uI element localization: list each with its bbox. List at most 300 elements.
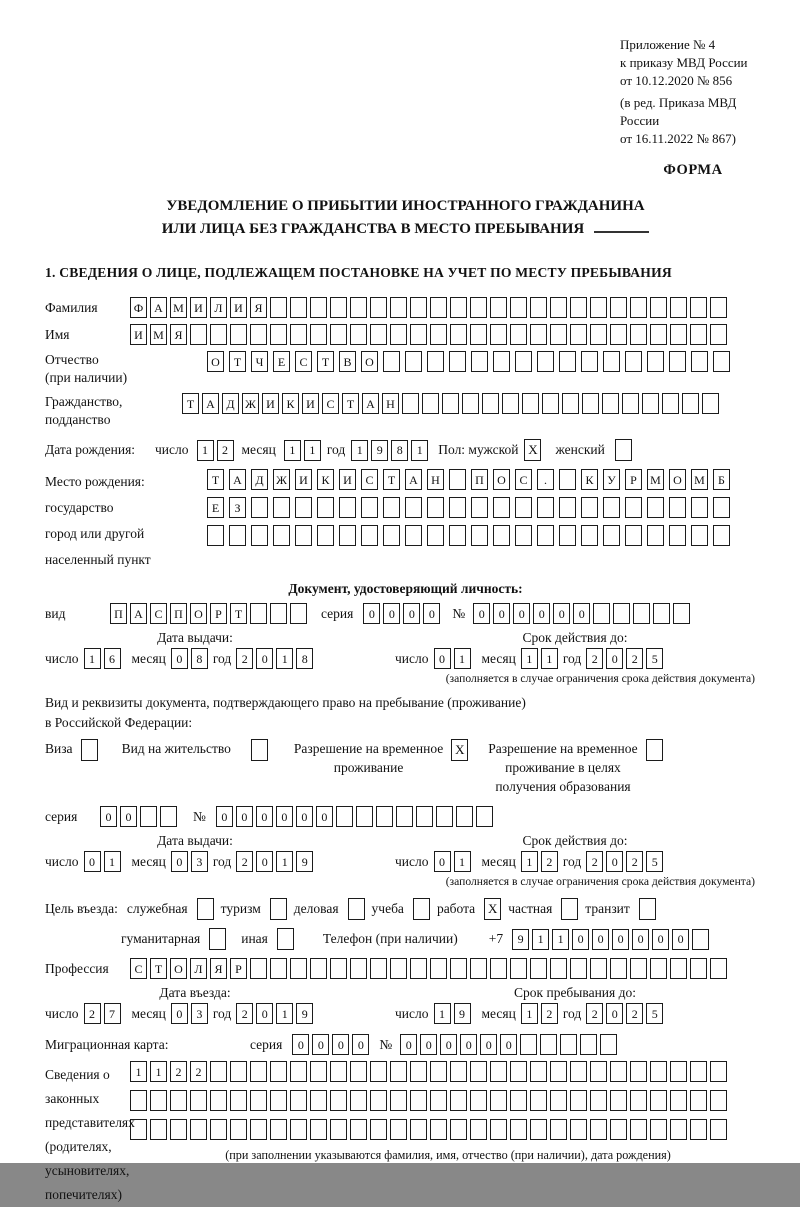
char-box[interactable] xyxy=(370,1119,387,1140)
char-box[interactable]: И xyxy=(339,469,356,490)
char-box[interactable]: 0 xyxy=(256,648,273,669)
char-box[interactable] xyxy=(330,1090,347,1111)
char-box[interactable]: 2 xyxy=(626,648,643,669)
char-box[interactable] xyxy=(690,1090,707,1111)
char-box[interactable]: Н xyxy=(427,469,444,490)
char-box[interactable] xyxy=(490,958,507,979)
char-box[interactable]: Т xyxy=(342,393,359,414)
char-box[interactable] xyxy=(383,351,400,372)
char-box[interactable] xyxy=(691,497,708,518)
char-box[interactable] xyxy=(630,1119,647,1140)
char-box[interactable]: 0 xyxy=(606,648,623,669)
char-box[interactable] xyxy=(450,324,467,345)
char-box[interactable] xyxy=(713,351,730,372)
char-box[interactable]: 0 xyxy=(363,603,380,624)
char-box[interactable] xyxy=(430,1061,447,1082)
char-box[interactable] xyxy=(330,1061,347,1082)
char-box[interactable] xyxy=(383,525,400,546)
char-box[interactable]: 6 xyxy=(104,648,121,669)
char-box[interactable]: У xyxy=(603,469,620,490)
char-box[interactable] xyxy=(490,1119,507,1140)
char-box[interactable] xyxy=(581,351,598,372)
char-box[interactable]: 0 xyxy=(606,1003,623,1024)
char-box[interactable]: М xyxy=(170,297,187,318)
char-box[interactable] xyxy=(383,497,400,518)
char-box[interactable] xyxy=(482,393,499,414)
char-box[interactable]: Т xyxy=(317,351,334,372)
char-box[interactable] xyxy=(670,324,687,345)
char-box[interactable] xyxy=(290,297,307,318)
char-box[interactable] xyxy=(450,297,467,318)
char-box[interactable]: 5 xyxy=(646,1003,663,1024)
char-box[interactable] xyxy=(361,497,378,518)
char-box[interactable]: Л xyxy=(210,297,227,318)
char-box[interactable] xyxy=(396,806,413,827)
temp-residence-education-checkbox[interactable] xyxy=(646,739,663,761)
char-box[interactable] xyxy=(470,1090,487,1111)
char-box[interactable]: О xyxy=(190,603,207,624)
char-box[interactable]: Е xyxy=(207,497,224,518)
char-box[interactable]: С xyxy=(295,351,312,372)
char-box[interactable]: 1 xyxy=(276,1003,293,1024)
char-box[interactable]: 2 xyxy=(190,1061,207,1082)
char-box[interactable] xyxy=(250,1090,267,1111)
char-box[interactable] xyxy=(669,497,686,518)
residence-permit-checkbox[interactable] xyxy=(251,739,268,761)
char-box[interactable] xyxy=(430,324,447,345)
char-box[interactable] xyxy=(405,497,422,518)
char-box[interactable] xyxy=(416,806,433,827)
char-box[interactable] xyxy=(310,324,327,345)
char-box[interactable]: О xyxy=(669,469,686,490)
char-box[interactable]: М xyxy=(691,469,708,490)
char-box[interactable]: О xyxy=(170,958,187,979)
char-box[interactable] xyxy=(410,297,427,318)
char-box[interactable] xyxy=(427,351,444,372)
char-box[interactable] xyxy=(410,1119,427,1140)
char-box[interactable] xyxy=(610,324,627,345)
char-box[interactable]: 0 xyxy=(383,603,400,624)
char-box[interactable]: 0 xyxy=(236,806,253,827)
char-box[interactable] xyxy=(361,525,378,546)
char-box[interactable] xyxy=(270,603,287,624)
char-box[interactable]: 2 xyxy=(217,440,234,461)
char-box[interactable] xyxy=(691,351,708,372)
char-box[interactable] xyxy=(339,525,356,546)
char-box[interactable] xyxy=(590,324,607,345)
char-box[interactable] xyxy=(537,497,554,518)
char-box[interactable] xyxy=(370,1090,387,1111)
char-box[interactable] xyxy=(449,525,466,546)
char-box[interactable] xyxy=(642,393,659,414)
char-box[interactable]: 9 xyxy=(512,929,529,950)
char-box[interactable] xyxy=(290,324,307,345)
char-box[interactable] xyxy=(310,1061,327,1082)
char-box[interactable] xyxy=(330,324,347,345)
char-box[interactable] xyxy=(402,393,419,414)
char-box[interactable] xyxy=(570,1119,587,1140)
char-box[interactable]: 1 xyxy=(411,440,428,461)
char-box[interactable] xyxy=(647,497,664,518)
char-box[interactable]: 2 xyxy=(626,1003,643,1024)
temp-residence-checkbox[interactable]: X xyxy=(451,739,468,761)
char-box[interactable]: С xyxy=(515,469,532,490)
char-box[interactable] xyxy=(570,297,587,318)
char-box[interactable] xyxy=(390,1119,407,1140)
char-box[interactable] xyxy=(692,929,709,950)
char-box[interactable]: 1 xyxy=(434,1003,451,1024)
char-box[interactable] xyxy=(427,497,444,518)
char-box[interactable]: 2 xyxy=(236,648,253,669)
char-box[interactable]: 2 xyxy=(586,1003,603,1024)
char-box[interactable] xyxy=(669,525,686,546)
char-box[interactable]: Ф xyxy=(130,297,147,318)
char-box[interactable] xyxy=(530,324,547,345)
char-box[interactable]: 0 xyxy=(493,603,510,624)
char-box[interactable]: О xyxy=(207,351,224,372)
char-box[interactable] xyxy=(670,1061,687,1082)
char-box[interactable]: 1 xyxy=(541,648,558,669)
char-box[interactable] xyxy=(690,958,707,979)
char-box[interactable] xyxy=(530,1119,547,1140)
visa-checkbox[interactable] xyxy=(81,739,98,761)
char-box[interactable]: 3 xyxy=(191,851,208,872)
char-box[interactable] xyxy=(670,1119,687,1140)
char-box[interactable]: 1 xyxy=(150,1061,167,1082)
male-checkbox[interactable]: X xyxy=(524,439,541,461)
char-box[interactable] xyxy=(610,1119,627,1140)
char-box[interactable] xyxy=(560,1034,577,1055)
purpose-official-checkbox[interactable] xyxy=(197,898,214,920)
char-box[interactable]: 0 xyxy=(420,1034,437,1055)
char-box[interactable]: Д xyxy=(222,393,239,414)
char-box[interactable] xyxy=(449,351,466,372)
char-box[interactable] xyxy=(207,525,224,546)
char-box[interactable] xyxy=(422,393,439,414)
char-box[interactable] xyxy=(471,525,488,546)
char-box[interactable] xyxy=(410,1061,427,1082)
char-box[interactable] xyxy=(515,525,532,546)
char-box[interactable] xyxy=(350,1090,367,1111)
char-box[interactable] xyxy=(650,1119,667,1140)
char-box[interactable] xyxy=(310,1090,327,1111)
char-box[interactable]: Я xyxy=(210,958,227,979)
char-box[interactable]: Р xyxy=(210,603,227,624)
char-box[interactable]: 8 xyxy=(391,440,408,461)
char-box[interactable] xyxy=(570,1090,587,1111)
char-box[interactable]: 0 xyxy=(171,1003,188,1024)
char-box[interactable] xyxy=(390,1090,407,1111)
char-box[interactable]: 0 xyxy=(171,648,188,669)
char-box[interactable] xyxy=(510,1119,527,1140)
char-box[interactable] xyxy=(530,1061,547,1082)
char-box[interactable] xyxy=(250,958,267,979)
char-box[interactable] xyxy=(625,351,642,372)
char-box[interactable] xyxy=(330,958,347,979)
char-box[interactable] xyxy=(673,603,690,624)
char-box[interactable] xyxy=(310,958,327,979)
char-box[interactable] xyxy=(490,1090,507,1111)
char-box[interactable] xyxy=(550,297,567,318)
char-box[interactable]: К xyxy=(581,469,598,490)
char-box[interactable] xyxy=(210,1119,227,1140)
char-box[interactable]: 0 xyxy=(316,806,333,827)
char-box[interactable] xyxy=(436,806,453,827)
char-box[interactable] xyxy=(650,958,667,979)
char-box[interactable] xyxy=(530,297,547,318)
char-box[interactable]: 0 xyxy=(216,806,233,827)
char-box[interactable]: Т xyxy=(230,603,247,624)
char-box[interactable] xyxy=(610,1061,627,1082)
char-box[interactable]: 8 xyxy=(296,648,313,669)
char-box[interactable]: А xyxy=(150,297,167,318)
char-box[interactable]: С xyxy=(130,958,147,979)
char-box[interactable] xyxy=(442,393,459,414)
char-box[interactable] xyxy=(290,958,307,979)
char-box[interactable] xyxy=(603,351,620,372)
char-box[interactable] xyxy=(522,393,539,414)
char-box[interactable] xyxy=(370,324,387,345)
char-box[interactable]: 1 xyxy=(284,440,301,461)
purpose-other-checkbox[interactable] xyxy=(277,928,294,950)
purpose-transit-checkbox[interactable] xyxy=(639,898,656,920)
char-box[interactable] xyxy=(713,525,730,546)
char-box[interactable] xyxy=(270,324,287,345)
char-box[interactable]: 1 xyxy=(130,1061,147,1082)
purpose-tourism-checkbox[interactable] xyxy=(270,898,287,920)
char-box[interactable] xyxy=(633,603,650,624)
char-box[interactable] xyxy=(490,297,507,318)
char-box[interactable] xyxy=(450,1061,467,1082)
char-box[interactable] xyxy=(250,324,267,345)
char-box[interactable] xyxy=(270,1090,287,1111)
char-box[interactable] xyxy=(550,324,567,345)
char-box[interactable] xyxy=(647,351,664,372)
char-box[interactable] xyxy=(330,1119,347,1140)
char-box[interactable] xyxy=(510,297,527,318)
char-box[interactable] xyxy=(410,958,427,979)
char-box[interactable]: 0 xyxy=(460,1034,477,1055)
char-box[interactable] xyxy=(559,497,576,518)
char-box[interactable] xyxy=(427,525,444,546)
char-box[interactable] xyxy=(470,1119,487,1140)
char-box[interactable]: 0 xyxy=(572,929,589,950)
char-box[interactable] xyxy=(270,958,287,979)
char-box[interactable] xyxy=(230,324,247,345)
char-box[interactable] xyxy=(702,393,719,414)
char-box[interactable] xyxy=(550,1090,567,1111)
char-box[interactable] xyxy=(520,1034,537,1055)
char-box[interactable]: 0 xyxy=(256,806,273,827)
char-box[interactable] xyxy=(562,393,579,414)
char-box[interactable]: 0 xyxy=(434,648,451,669)
char-box[interactable] xyxy=(682,393,699,414)
char-box[interactable] xyxy=(653,603,670,624)
char-box[interactable] xyxy=(559,469,576,490)
char-box[interactable] xyxy=(390,1061,407,1082)
char-box[interactable]: 0 xyxy=(434,851,451,872)
char-box[interactable]: 0 xyxy=(332,1034,349,1055)
char-box[interactable] xyxy=(390,958,407,979)
char-box[interactable] xyxy=(559,525,576,546)
char-box[interactable] xyxy=(537,351,554,372)
char-box[interactable]: 0 xyxy=(403,603,420,624)
char-box[interactable]: Е xyxy=(273,351,290,372)
char-box[interactable]: 2 xyxy=(84,1003,101,1024)
char-box[interactable]: 1 xyxy=(276,648,293,669)
char-box[interactable]: С xyxy=(361,469,378,490)
char-box[interactable]: П xyxy=(170,603,187,624)
char-box[interactable] xyxy=(430,1119,447,1140)
char-box[interactable] xyxy=(670,297,687,318)
purpose-private-checkbox[interactable] xyxy=(561,898,578,920)
char-box[interactable] xyxy=(691,525,708,546)
char-box[interactable] xyxy=(230,1119,247,1140)
char-box[interactable] xyxy=(710,958,727,979)
char-box[interactable]: Р xyxy=(625,469,642,490)
char-box[interactable] xyxy=(370,297,387,318)
char-box[interactable] xyxy=(310,297,327,318)
char-box[interactable]: 0 xyxy=(632,929,649,950)
char-box[interactable]: А xyxy=(130,603,147,624)
char-box[interactable] xyxy=(690,297,707,318)
char-box[interactable]: И xyxy=(302,393,319,414)
char-box[interactable] xyxy=(502,393,519,414)
char-box[interactable] xyxy=(710,1061,727,1082)
char-box[interactable] xyxy=(350,1119,367,1140)
char-box[interactable] xyxy=(690,1061,707,1082)
char-box[interactable]: Т xyxy=(207,469,224,490)
char-box[interactable] xyxy=(690,324,707,345)
char-box[interactable]: А xyxy=(405,469,422,490)
char-box[interactable] xyxy=(170,1090,187,1111)
char-box[interactable]: О xyxy=(493,469,510,490)
char-box[interactable] xyxy=(290,1090,307,1111)
char-box[interactable]: 0 xyxy=(592,929,609,950)
char-box[interactable]: 0 xyxy=(171,851,188,872)
char-box[interactable] xyxy=(710,1090,727,1111)
char-box[interactable] xyxy=(405,525,422,546)
char-box[interactable] xyxy=(550,1119,567,1140)
char-box[interactable]: 9 xyxy=(296,851,313,872)
char-box[interactable] xyxy=(580,1034,597,1055)
char-box[interactable]: 1 xyxy=(197,440,214,461)
char-box[interactable]: 0 xyxy=(352,1034,369,1055)
char-box[interactable] xyxy=(530,958,547,979)
char-box[interactable] xyxy=(650,1061,667,1082)
char-box[interactable] xyxy=(510,324,527,345)
char-box[interactable]: 0 xyxy=(473,603,490,624)
char-box[interactable]: М xyxy=(647,469,664,490)
char-box[interactable] xyxy=(590,1061,607,1082)
char-box[interactable] xyxy=(515,351,532,372)
char-box[interactable]: 1 xyxy=(552,929,569,950)
char-box[interactable]: П xyxy=(471,469,488,490)
char-box[interactable] xyxy=(710,324,727,345)
char-box[interactable]: 0 xyxy=(312,1034,329,1055)
char-box[interactable]: 0 xyxy=(440,1034,457,1055)
char-box[interactable] xyxy=(600,1034,617,1055)
char-box[interactable]: С xyxy=(322,393,339,414)
char-box[interactable] xyxy=(670,1090,687,1111)
char-box[interactable]: 0 xyxy=(513,603,530,624)
char-box[interactable] xyxy=(610,958,627,979)
char-box[interactable]: 1 xyxy=(276,851,293,872)
char-box[interactable] xyxy=(370,958,387,979)
char-box[interactable] xyxy=(625,525,642,546)
char-box[interactable] xyxy=(210,1061,227,1082)
char-box[interactable] xyxy=(630,1061,647,1082)
char-box[interactable] xyxy=(290,1119,307,1140)
char-box[interactable] xyxy=(570,1061,587,1082)
char-box[interactable] xyxy=(530,1090,547,1111)
char-box[interactable] xyxy=(450,958,467,979)
purpose-study-checkbox[interactable] xyxy=(413,898,430,920)
char-box[interactable] xyxy=(250,603,267,624)
char-box[interactable] xyxy=(270,1119,287,1140)
char-box[interactable]: Н xyxy=(382,393,399,414)
char-box[interactable]: 1 xyxy=(521,1003,538,1024)
char-box[interactable] xyxy=(230,1061,247,1082)
char-box[interactable] xyxy=(493,351,510,372)
char-box[interactable] xyxy=(470,1061,487,1082)
char-box[interactable] xyxy=(490,324,507,345)
char-box[interactable]: Т xyxy=(150,958,167,979)
char-box[interactable] xyxy=(476,806,493,827)
char-box[interactable] xyxy=(630,1090,647,1111)
char-box[interactable]: 0 xyxy=(573,603,590,624)
char-box[interactable]: 0 xyxy=(612,929,629,950)
char-box[interactable] xyxy=(330,297,347,318)
char-box[interactable] xyxy=(593,603,610,624)
char-box[interactable] xyxy=(376,806,393,827)
char-box[interactable] xyxy=(669,351,686,372)
char-box[interactable] xyxy=(270,1061,287,1082)
char-box[interactable] xyxy=(350,1061,367,1082)
char-box[interactable] xyxy=(542,393,559,414)
char-box[interactable]: 0 xyxy=(533,603,550,624)
char-box[interactable] xyxy=(471,351,488,372)
char-box[interactable]: 0 xyxy=(84,851,101,872)
char-box[interactable]: 9 xyxy=(454,1003,471,1024)
char-box[interactable] xyxy=(650,324,667,345)
char-box[interactable] xyxy=(570,324,587,345)
char-box[interactable] xyxy=(190,1119,207,1140)
char-box[interactable]: 1 xyxy=(351,440,368,461)
char-box[interactable]: И xyxy=(295,469,312,490)
char-box[interactable] xyxy=(603,525,620,546)
char-box[interactable] xyxy=(622,393,639,414)
char-box[interactable] xyxy=(190,1090,207,1111)
char-box[interactable]: В xyxy=(339,351,356,372)
char-box[interactable]: 1 xyxy=(521,851,538,872)
char-box[interactable] xyxy=(430,297,447,318)
char-box[interactable] xyxy=(613,603,630,624)
char-box[interactable]: О xyxy=(361,351,378,372)
char-box[interactable] xyxy=(350,297,367,318)
char-box[interactable]: Т xyxy=(383,469,400,490)
char-box[interactable]: 3 xyxy=(191,1003,208,1024)
char-box[interactable]: 2 xyxy=(236,1003,253,1024)
char-box[interactable] xyxy=(230,1090,247,1111)
char-box[interactable] xyxy=(570,958,587,979)
char-box[interactable]: И xyxy=(230,297,247,318)
char-box[interactable]: К xyxy=(317,469,334,490)
char-box[interactable]: 0 xyxy=(256,851,273,872)
char-box[interactable]: А xyxy=(202,393,219,414)
char-box[interactable]: Д xyxy=(251,469,268,490)
char-box[interactable] xyxy=(650,1090,667,1111)
